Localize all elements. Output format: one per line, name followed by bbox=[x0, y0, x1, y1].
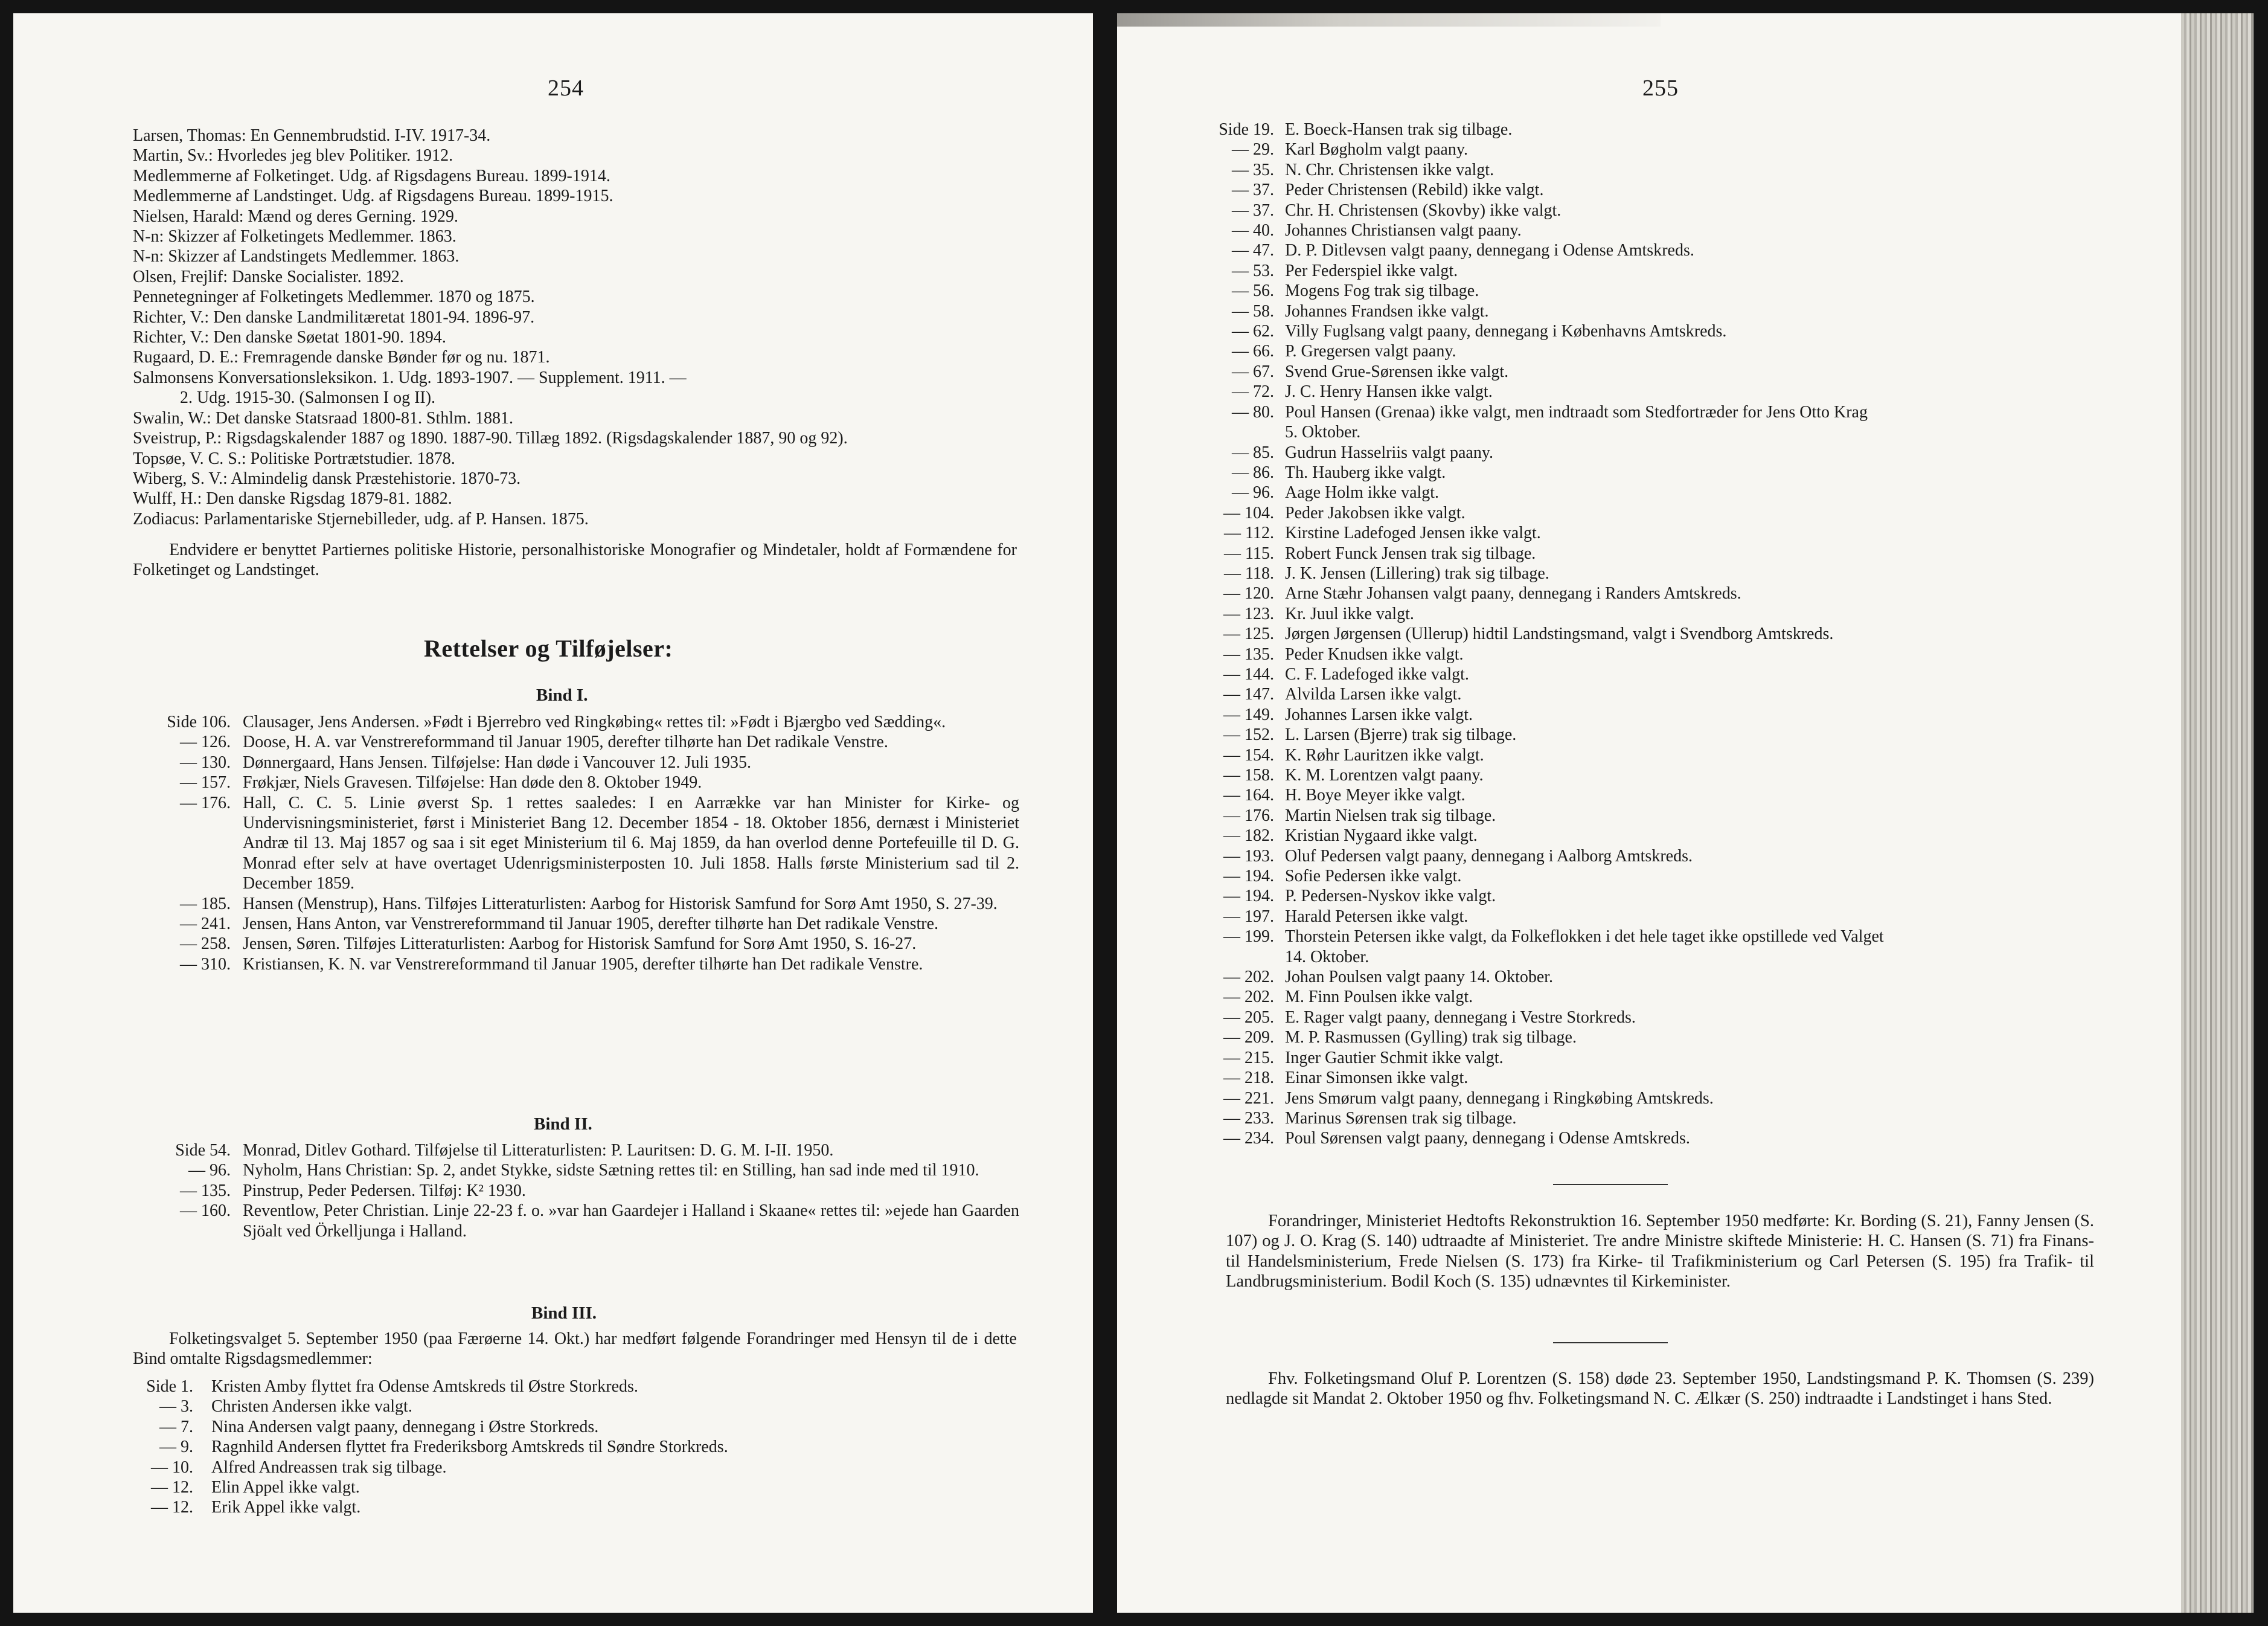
change-text: Mogens Fog trak sig tilbage. bbox=[1285, 281, 1479, 301]
change-text: Johannes Frandsen ikke valgt. bbox=[1285, 301, 1489, 321]
correction-text: Monrad, Ditlev Gothard. Tilføjelse til Litteraturlisten: P. Lauritsen: D. G. M. I-II. 1950. bbox=[243, 1141, 834, 1160]
election-change-entry bbox=[1190, 180, 2132, 200]
election-change-entry bbox=[1190, 1108, 2132, 1128]
change-text: P. Pedersen-Nyskov ikke valgt. bbox=[1285, 887, 1496, 906]
page-reference: — 35. bbox=[1232, 160, 1274, 179]
page-reference: — 135. bbox=[180, 1181, 231, 1200]
correction-entry bbox=[134, 753, 1019, 773]
page-reference: — 157. bbox=[180, 773, 231, 792]
page-reference: — 199. bbox=[1223, 927, 1274, 946]
election-change-entry bbox=[1190, 927, 2132, 946]
page-reference: — 234. bbox=[1223, 1129, 1274, 1148]
page-reference: — 258. bbox=[180, 934, 231, 954]
page-reference: — 209. bbox=[1223, 1028, 1274, 1047]
change-text: Chr. H. Christensen (Skovby) ikke valgt. bbox=[1285, 201, 1562, 220]
change-text: Marinus Sørensen trak sig tilbage. bbox=[1285, 1108, 1517, 1128]
correction-entry bbox=[134, 773, 1019, 792]
correction-entry bbox=[134, 954, 1019, 974]
election-change-entry bbox=[1190, 220, 2132, 240]
change-text: Johan Poulsen valgt paany 14. Oktober. bbox=[1285, 968, 1554, 987]
election-change-entry bbox=[1190, 503, 2132, 523]
corrections-heading: Rettelser og Tilføjelser: bbox=[424, 635, 673, 662]
correction-entry bbox=[121, 1457, 1018, 1477]
correction-text: Clausager, Jens Andersen. »Født i Bjerrebro ved Ringkøbing« rettes til: »Født i Bjærgbo ved Sædding«. bbox=[243, 713, 946, 731]
change-text: Villy Fuglsang valgt paany, dennegang i Københavns Amtskreds. bbox=[1285, 322, 1727, 341]
election-change-entry bbox=[1190, 684, 2132, 704]
correction-entry bbox=[134, 793, 1019, 894]
bibliography-item: Rugaard, D. E.: Fremragende danske Bønder før og nu. 1871. bbox=[133, 348, 550, 367]
page-reference: — 37. bbox=[1232, 201, 1274, 220]
page-reference: — 96. bbox=[1232, 483, 1274, 503]
correction-entry bbox=[134, 1160, 1019, 1180]
page-reference: — 149. bbox=[1223, 705, 1274, 724]
book-fore-edge bbox=[2181, 13, 2254, 1613]
page-reference: — 104. bbox=[1223, 503, 1274, 522]
page-reference: — 40. bbox=[1232, 221, 1274, 240]
election-change-entry bbox=[1190, 745, 2132, 765]
correction-text: Elin Appel ikke valgt. bbox=[211, 1478, 360, 1497]
change-text: Per Federspiel ikke valgt. bbox=[1285, 261, 1458, 280]
page-reference: — 3. bbox=[159, 1397, 193, 1416]
election-change-entry bbox=[1190, 140, 2132, 159]
correction-entry bbox=[134, 1140, 1019, 1160]
correction-entry bbox=[134, 1201, 1019, 1241]
election-change-entry bbox=[1190, 644, 2132, 664]
page-reference: — 85. bbox=[1232, 443, 1274, 462]
election-change-entry bbox=[1190, 967, 2132, 987]
change-text: Einar Simonsen ikke valgt. bbox=[1285, 1068, 1469, 1088]
page-reference: — 96. bbox=[188, 1161, 231, 1180]
bind3-title: Bind III. bbox=[531, 1303, 597, 1323]
page-reference: Side 1. bbox=[146, 1377, 193, 1396]
change-text: Karl Bøgholm valgt paany. bbox=[1285, 140, 1469, 159]
election-change-entry bbox=[1190, 725, 2132, 745]
election-change-entry bbox=[1190, 523, 2132, 543]
change-text: Arne Stæhr Johansen valgt paany, dennegang i Randers Amtskreds. bbox=[1285, 584, 1741, 603]
page-reference: — 123. bbox=[1223, 604, 1274, 623]
election-change-entry bbox=[1190, 583, 2132, 603]
correction-entry bbox=[121, 1497, 1018, 1517]
election-change-entry bbox=[1190, 341, 2132, 361]
bind2-title: Bind II. bbox=[534, 1114, 592, 1134]
correction-text: Reventlow, Peter Christian. Linje 22-23 f. o. »var han Gaardejer i Halland i Skaane« rettes til: »ejede han Gaarden Sjöalt ved Örkelljunga i Halland. bbox=[243, 1201, 1019, 1241]
change-text: D. P. Ditlevsen valgt paany, dennegang i Odense Amtskreds. bbox=[1285, 241, 1694, 260]
bind3-intro-text: Folketingsvalget 5. September 1950 (paa Færøerne 14. Okt.) har medført følgende Forandringer med Hensyn til de i dette Bind omtalte Rigsdagsmedlemmer: bbox=[133, 1329, 1017, 1369]
page-reference: — 53. bbox=[1232, 261, 1274, 280]
change-text: J. C. Henry Hansen ikke valgt. bbox=[1285, 382, 1493, 402]
page-reference: — 164. bbox=[1223, 786, 1274, 805]
election-change-entry bbox=[1190, 866, 2132, 886]
page-reference: — 241. bbox=[180, 914, 231, 934]
change-text: K. Røhr Lauritzen ikke valgt. bbox=[1285, 745, 1484, 765]
member-changes-paragraph bbox=[1226, 1369, 2094, 1409]
ministry-changes-paragraph bbox=[1226, 1211, 2094, 1292]
election-change-entry bbox=[1190, 281, 2132, 301]
election-change-entry bbox=[1190, 765, 2132, 785]
page-reference: — 29. bbox=[1232, 140, 1274, 159]
change-text: Jens Smørum valgt paany, dennegang i Ringkøbing Amtskreds. bbox=[1285, 1088, 1714, 1108]
page-reference: — 80. bbox=[1232, 402, 1274, 422]
election-change-entry bbox=[1190, 785, 2132, 805]
change-text: Harald Petersen ikke valgt. bbox=[1285, 907, 1469, 926]
correction-entry bbox=[134, 712, 1019, 732]
ministry-changes-text: Forandringer, Ministeriet Hedtofts Rekonstruktion 16. September 1950 medførte: Kr. Bording (S. 21), Fanny Jensen (S. 107) og J. O. Krag (S. 140) udtraadte af Ministeriet. Tre andre Ministre skiftede Ministerie: H. C. Hansen (S. 71) fra Finans- til Handelsministerium, Frede Nielsen (S. 173) fra Kirke- til Trafikministerium og Carl Petersen (S. 195) fra Trafik- til Landbrugsministerium. Bodil Koch (S. 135) udnævntes til Kirkeminister. bbox=[1226, 1212, 2094, 1291]
bibliography-item: Pennetegninger af Folketingets Medlemmer. 1870 og 1875. bbox=[133, 288, 535, 307]
bibliography-item: Nielsen, Harald: Mænd og deres Gerning. 1929. bbox=[133, 207, 458, 226]
page-reference: — 37. bbox=[1232, 181, 1274, 200]
correction-text: Jensen, Hans Anton, var Venstrereformmand til Januar 1905, derefter tilhørte han Det radikale Venstre. bbox=[243, 914, 939, 934]
election-change-entry bbox=[1190, 321, 2132, 341]
page-reference: — 130. bbox=[180, 753, 231, 772]
correction-entry bbox=[134, 934, 1019, 954]
bind3-list bbox=[121, 1377, 1018, 1518]
change-text: M. P. Rasmussen (Gylling) trak sig tilbage. bbox=[1285, 1028, 1577, 1047]
correction-text: Kristiansen, K. N. var Venstrereformmand til Januar 1905, derefter tilhørte han Det radikale Venstre. bbox=[243, 954, 923, 974]
change-text: E. Boeck-Hansen trak sig tilbage. bbox=[1285, 120, 1513, 139]
election-change-entry bbox=[1190, 907, 2132, 927]
bibliography-item: Medlemmerne af Folketinget. Udg. af Rigsdagens Bureau. 1899-1914. bbox=[133, 166, 610, 185]
page-reference: — 126. bbox=[180, 733, 231, 752]
correction-text: Erik Appel ikke valgt. bbox=[211, 1498, 361, 1517]
change-text: Gudrun Hasselriis valgt paany. bbox=[1285, 443, 1493, 462]
page-reference: — 62. bbox=[1232, 322, 1274, 341]
page-reference: — 144. bbox=[1223, 664, 1274, 684]
correction-entry bbox=[134, 894, 1019, 914]
correction-text: Hall, C. C. 5. Linie øverst Sp. 1 rettes saaledes: I en Aarrække var han Minister for Kirke- og Undervisningsministeriet, først i Ministeriet Bang 12. December 1854 - 18. Oktober 1856, dernæst i Ministeriet Andræ til 13. Maj 1857 og saa i sit eget Ministerium til 6. Maj 1859, da han overlod denne Portefeuille til D. G. Monrad efter selv at have overtaget Udenrigsministerposten 10. Juli 1858. Halls første Ministerium sad til 2. December 1859. bbox=[243, 793, 1019, 893]
page-reference: — 176. bbox=[1223, 806, 1274, 825]
bibliography-item: Zodiacus: Parlamentariske Stjernebilleder, udg. af P. Hansen. 1875. bbox=[133, 509, 589, 529]
change-text: Peder Jakobsen ikke valgt. bbox=[1285, 503, 1466, 522]
change-text: C. F. Ladefoged ikke valgt. bbox=[1285, 664, 1469, 684]
page-reference: — 152. bbox=[1223, 725, 1274, 745]
bibliography-item: 2. Udg. 1915-30. (Salmonsen I og II). bbox=[180, 388, 436, 408]
page-reference: — 182. bbox=[1223, 826, 1274, 846]
election-change-entry bbox=[1190, 422, 2132, 442]
change-text: Jørgen Jørgensen (Ullerup) hidtil Landstingsmand, valgt i Svendborg Amtskreds. bbox=[1285, 625, 1834, 644]
election-change-entry bbox=[1190, 987, 2132, 1007]
election-change-entry bbox=[1190, 544, 2132, 564]
bibliography-item: Richter, V.: Den danske Søetat 1801-90. 1894. bbox=[133, 328, 446, 347]
bibliography-item: N-n: Skizzer af Landstingets Medlemmer. 1863. bbox=[133, 247, 460, 266]
bind2-list bbox=[134, 1140, 1019, 1241]
change-text: Svend Grue-Sørensen ikke valgt. bbox=[1285, 362, 1509, 381]
election-change-entry bbox=[1190, 947, 2132, 967]
page-reference: — 125. bbox=[1223, 625, 1274, 644]
bibliography-item: Wulff, H.: Den danske Rigsdag 1879-81. 1882. bbox=[133, 489, 452, 509]
note-text: Endvidere er benyttet Partiernes politiske Historie, personalhistoriske Monografier og Mindetaler, holdt af Formændene for Folketinget og Landstinget. bbox=[133, 541, 1017, 580]
election-change-entry bbox=[1190, 160, 2132, 180]
election-change-entry bbox=[1190, 1048, 2132, 1068]
change-text: Kirstine Ladefoged Jensen ikke valgt. bbox=[1285, 524, 1541, 543]
page-reference: — 205. bbox=[1223, 1007, 1274, 1027]
page-reference: — 160. bbox=[180, 1201, 231, 1221]
bibliography-item: Olsen, Frejlif: Danske Socialister. 1892. bbox=[133, 267, 404, 286]
page-reference: — 58. bbox=[1232, 301, 1274, 321]
page-reference: — 120. bbox=[1223, 584, 1274, 603]
page-reference: Side 106. bbox=[167, 713, 231, 731]
correction-text: Nina Andersen valgt paany, dennegang i Østre Storkreds. bbox=[211, 1417, 599, 1436]
correction-text: Jensen, Søren. Tilføjes Litteraturlisten: Aarbog for Historisk Samfund for Sorø Amt 1950, S. 16-27. bbox=[243, 934, 917, 954]
change-text: 5. Oktober. bbox=[1285, 423, 1361, 442]
page-reference: — 194. bbox=[1223, 867, 1274, 886]
correction-entry bbox=[134, 914, 1019, 934]
election-change-entry bbox=[1190, 604, 2132, 624]
correction-text: Kristen Amby flyttet fra Odense Amtskreds til Østre Storkreds. bbox=[211, 1377, 638, 1396]
page-reference: — 72. bbox=[1232, 382, 1274, 402]
bibliography-item: Salmonsens Konversationsleksikon. 1. Udg. 1893-1907. — Supplement. 1911. — bbox=[133, 368, 687, 387]
election-change-entry bbox=[1190, 1088, 2132, 1108]
page-reference: — 118. bbox=[1224, 564, 1274, 583]
change-text: Poul Sørensen valgt paany, dennegang i Odense Amtskreds. bbox=[1285, 1129, 1690, 1148]
change-text: 14. Oktober. bbox=[1285, 947, 1369, 966]
election-change-entry bbox=[1190, 240, 2132, 260]
change-text: Peder Knudsen ikke valgt. bbox=[1285, 644, 1464, 664]
election-change-entry bbox=[1190, 1068, 2132, 1088]
page-reference: — 86. bbox=[1232, 463, 1274, 482]
election-change-entry bbox=[1190, 846, 2132, 866]
page-reference: — 12. bbox=[151, 1498, 193, 1517]
correction-text: Dønnergaard, Hans Jensen. Tilføjelse: Han døde i Vancouver 12. Juli 1935. bbox=[243, 753, 751, 772]
page-reference: — 202. bbox=[1223, 988, 1274, 1007]
bibliography-item: Larsen, Thomas: En Gennembrudstid. I-IV. 1917-34. bbox=[133, 126, 491, 145]
page-reference: — 115. bbox=[1224, 544, 1274, 563]
election-change-entry bbox=[1190, 1128, 2132, 1148]
election-change-entry bbox=[1190, 443, 2132, 463]
change-text: Sofie Pedersen ikke valgt. bbox=[1285, 867, 1462, 886]
election-change-entry bbox=[1190, 120, 2132, 140]
page-reference: — 185. bbox=[180, 894, 231, 913]
change-text: J. K. Jensen (Lillering) trak sig tilbage. bbox=[1285, 564, 1549, 583]
bind1-title: Bind I. bbox=[536, 686, 588, 705]
change-text: K. M. Lorentzen valgt paany. bbox=[1285, 766, 1484, 785]
election-change-entry bbox=[1190, 1027, 2132, 1047]
change-text: Alvilda Larsen ikke valgt. bbox=[1285, 685, 1462, 704]
election-change-entry bbox=[1190, 463, 2132, 483]
right-page bbox=[1117, 13, 2181, 1613]
correction-text: Alfred Andreassen trak sig tilbage. bbox=[211, 1457, 447, 1477]
change-text: Th. Hauberg ikke valgt. bbox=[1285, 463, 1446, 482]
correction-entry bbox=[121, 1437, 1018, 1457]
bibliography-item: Martin, Sv.: Hvorledes jeg blev Politiker. 1912. bbox=[133, 146, 453, 165]
page-reference: — 147. bbox=[1223, 685, 1274, 704]
election-change-entry bbox=[1190, 382, 2132, 402]
page-reference: — 67. bbox=[1232, 362, 1274, 381]
correction-entry bbox=[121, 1417, 1018, 1437]
correction-text: Nyholm, Hans Christian: Sp. 2, andet Stykke, sidste Sætning rettes til: en Stilling, han sad inde med til 1910. bbox=[243, 1161, 979, 1180]
change-text: E. Rager valgt paany, dennegang i Vestre Storkreds. bbox=[1285, 1007, 1636, 1027]
correction-text: Doose, H. A. var Venstrereformmand til Januar 1905, derefter tilhørte han Det radikale Venstre. bbox=[243, 733, 888, 752]
change-text: H. Boye Meyer ikke valgt. bbox=[1285, 786, 1466, 805]
page-reference: — 66. bbox=[1232, 342, 1274, 361]
change-text: M. Finn Poulsen ikke valgt. bbox=[1285, 988, 1473, 1007]
page-edge-shadow bbox=[1117, 13, 1661, 27]
correction-entry bbox=[121, 1377, 1018, 1396]
bibliography-item: Swalin, W.: Det danske Statsraad 1800-81. Sthlm. 1881. bbox=[133, 408, 513, 428]
change-text: Martin Nielsen trak sig tilbage. bbox=[1285, 806, 1496, 825]
bibliography-list bbox=[133, 126, 1039, 529]
bibliography-item: Topsøe, V. C. S.: Politiske Portrætstudier. 1878. bbox=[133, 449, 455, 468]
election-change-entry bbox=[1190, 886, 2132, 906]
page-reference: — 193. bbox=[1223, 846, 1274, 866]
page-reference: — 12. bbox=[151, 1478, 193, 1497]
change-text: Peder Christensen (Rebild) ikke valgt. bbox=[1285, 181, 1544, 200]
election-change-entry bbox=[1190, 705, 2132, 725]
page-reference: — 158. bbox=[1223, 766, 1274, 785]
change-text: N. Chr. Christensen ikke valgt. bbox=[1285, 160, 1494, 179]
election-change-entry bbox=[1190, 806, 2132, 826]
bind1-list bbox=[134, 712, 1019, 974]
change-text: Johannes Christiansen valgt paany. bbox=[1285, 221, 1522, 240]
change-text: P. Gregersen valgt paany. bbox=[1285, 342, 1456, 361]
bind3-intro bbox=[133, 1329, 1017, 1369]
election-change-entry bbox=[1190, 483, 2132, 503]
change-text: Poul Hansen (Grenaa) ikke valgt, men indtraadt som Stedfortræder for Jens Otto Krag bbox=[1285, 402, 1868, 422]
election-change-entry bbox=[1190, 1007, 2132, 1027]
change-text: Robert Funck Jensen trak sig tilbage. bbox=[1285, 544, 1536, 563]
correction-text: Frøkjær, Niels Gravesen. Tilføjelse: Han døde den 8. Oktober 1949. bbox=[243, 773, 702, 792]
election-change-entry bbox=[1190, 664, 2132, 684]
left-page bbox=[13, 13, 1093, 1613]
election-change-entry bbox=[1190, 201, 2132, 220]
page-reference: — 112. bbox=[1224, 524, 1274, 543]
page-number: 255 bbox=[1642, 76, 1679, 101]
bibliography-item: Wiberg, S. V.: Almindelig dansk Præstehistorie. 1870-73. bbox=[133, 469, 521, 488]
correction-text: Christen Andersen ikke valgt. bbox=[211, 1397, 412, 1416]
change-text: Inger Gautier Schmit ikke valgt. bbox=[1285, 1048, 1504, 1067]
page-reference: — 9. bbox=[159, 1438, 193, 1457]
bibliography-item: Medlemmerne af Landstinget. Udg. af Rigsdagens Bureau. 1899-1915. bbox=[133, 187, 613, 206]
election-change-entry bbox=[1190, 564, 2132, 583]
change-text: Thorstein Petersen ikke valgt, da Folkeflokken i det hele taget ikke opstillede ved Valget bbox=[1285, 927, 1884, 946]
page-reference: Side 54. bbox=[175, 1141, 231, 1160]
correction-entry bbox=[121, 1477, 1018, 1497]
page-reference: — 176. bbox=[180, 793, 231, 812]
election-change-entry bbox=[1190, 362, 2132, 382]
correction-text: Hansen (Menstrup), Hans. Tilføjes Litteraturlisten: Aarbog for Historisk Samfund for Sorø Amt 1950, S. 27-39. bbox=[243, 894, 998, 913]
correction-entry bbox=[134, 732, 1019, 752]
change-text: L. Larsen (Bjerre) trak sig tilbage. bbox=[1285, 725, 1517, 745]
page-reference: — 10. bbox=[151, 1457, 193, 1477]
divider bbox=[1553, 1184, 1668, 1185]
change-text: Oluf Pedersen valgt paany, dennegang i Aalborg Amtskreds. bbox=[1285, 846, 1693, 866]
bibliography-item: Richter, V.: Den danske Landmilitæretat 1801-94. 1896-97. bbox=[133, 307, 535, 327]
election-change-entry bbox=[1190, 261, 2132, 281]
page-reference: — 135. bbox=[1223, 644, 1274, 664]
bibliography-item: N-n: Skizzer af Folketingets Medlemmer. 1863. bbox=[133, 227, 456, 246]
page-reference: — 194. bbox=[1223, 887, 1274, 906]
page-reference: — 47. bbox=[1232, 241, 1274, 260]
election-change-entry bbox=[1190, 301, 2132, 321]
correction-text: Pinstrup, Peder Pedersen. Tilføj: K² 1930. bbox=[243, 1181, 526, 1200]
election-changes-list bbox=[1190, 120, 2132, 1149]
page-number: 254 bbox=[548, 76, 584, 101]
page-reference: — 7. bbox=[159, 1417, 193, 1436]
bibliography-item: Sveistrup, P.: Rigsdagskalender 1887 og 1890. 1887-90. Tillæg 1892. (Rigsdagskalender 1887, 90 og 92). bbox=[133, 429, 848, 448]
page-reference: — 56. bbox=[1232, 281, 1274, 301]
correction-text: Ragnhild Andersen flyttet fra Frederiksborg Amtskreds til Søndre Storkreds. bbox=[211, 1438, 728, 1457]
bibliography-note bbox=[133, 540, 1017, 580]
correction-entry bbox=[134, 1181, 1019, 1201]
change-text: Kr. Juul ikke valgt. bbox=[1285, 604, 1414, 623]
election-change-entry bbox=[1190, 624, 2132, 644]
page-reference: Side 19. bbox=[1219, 120, 1274, 139]
divider bbox=[1553, 1342, 1668, 1343]
member-changes-text: Fhv. Folketingsmand Oluf P. Lorentzen (S. 158) døde 23. September 1950, Landstingsmand P. K. Thomsen (S. 239) nedlagde sit Mandat 2. Oktober 1950 og fhv. Folketingsmand N. C. Ælkær (S. 250) indtraadte i Landstinget i hans Sted. bbox=[1226, 1369, 2094, 1409]
page-reference: — 215. bbox=[1223, 1048, 1274, 1067]
page-reference: — 221. bbox=[1223, 1088, 1274, 1108]
page-reference: — 202. bbox=[1223, 968, 1274, 987]
page-reference: — 310. bbox=[180, 954, 231, 974]
election-change-entry bbox=[1190, 402, 2132, 422]
page-reference: — 197. bbox=[1223, 907, 1274, 926]
change-text: Aage Holm ikke valgt. bbox=[1285, 483, 1440, 503]
change-text: Kristian Nygaard ikke valgt. bbox=[1285, 826, 1478, 846]
change-text: Johannes Larsen ikke valgt. bbox=[1285, 705, 1473, 724]
correction-entry bbox=[121, 1396, 1018, 1416]
page-reference: — 218. bbox=[1223, 1068, 1274, 1088]
election-change-entry bbox=[1190, 826, 2132, 846]
page-reference: — 154. bbox=[1223, 745, 1274, 765]
page-reference: — 233. bbox=[1223, 1108, 1274, 1128]
